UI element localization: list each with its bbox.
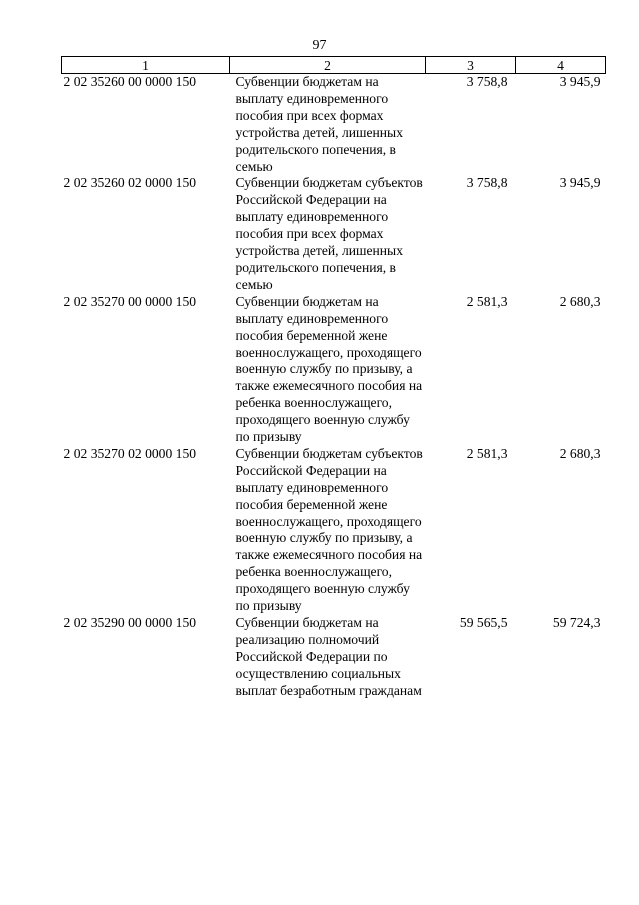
row-value-3: 59 565,5 [459,615,508,630]
row-code: 2 02 35260 02 0000 150 [63,175,197,191]
row-name: Субвенции бюджетам субъектов Российской Федерации на выплату единовременного пособия при всех формах устройства детей, лишенных родительского попечения, в семью [235,175,423,292]
table-body [62,74,606,700]
column-header-1: 1 [62,57,230,74]
row-name: Субвенции бюджетам на выплату единовременного пособия при всех формах устройства детей, лишенных родительского попечения, в семью [235,74,403,174]
table-row [62,175,606,293]
table-header [62,57,606,74]
row-value-4: 3 945,9 [559,74,601,89]
row-code: 2 02 35260 00 0000 150 [63,74,197,89]
row-name: Субвенции бюджетам на реализацию полномочий Российской Федерации по осуществлению социальных выплат безработным гражданам [235,615,422,698]
row-value-3: 2 581,3 [466,293,508,309]
table-row [62,74,606,176]
row-code: 2 02 35270 02 0000 150 [63,445,197,461]
row-value-4: 3 945,9 [559,175,601,191]
row-value-4: 59 724,3 [552,615,601,630]
row-value-4: 2 680,3 [559,445,601,461]
header-row [62,57,606,74]
page-number: 97 [312,38,327,53]
row-value-3: 3 758,8 [466,74,508,89]
row-name: Субвенции бюджетам на выплату единовременного пособия беременной жене военнослужащего, проходящего военную службу по призыву, а также ежемесячного пособия на ребенка военнослужащего, проходящего военную службу по призыву [235,293,423,445]
row-name: Субвенции бюджетам субъектов Российской Федерации на выплату единовременного пособия беременной жене военнослужащего, проходящего военную службу по призыву, а также ежемесячного пособия на ребенка военнослужащего, проходящего военную службу по призыву [235,445,423,614]
budget-table [61,56,606,700]
row-value-3: 3 758,8 [466,175,508,191]
column-header-4: 4 [516,57,606,74]
column-header-2: 2 [230,57,426,74]
table-row [62,615,606,700]
row-value-4: 2 680,3 [559,293,601,309]
column-header-3: 3 [426,57,516,74]
row-code: 2 02 35290 00 0000 150 [63,615,197,630]
table-row [62,294,606,446]
table-row [62,446,606,615]
row-value-3: 2 581,3 [466,445,508,461]
row-code: 2 02 35270 00 0000 150 [63,293,197,309]
